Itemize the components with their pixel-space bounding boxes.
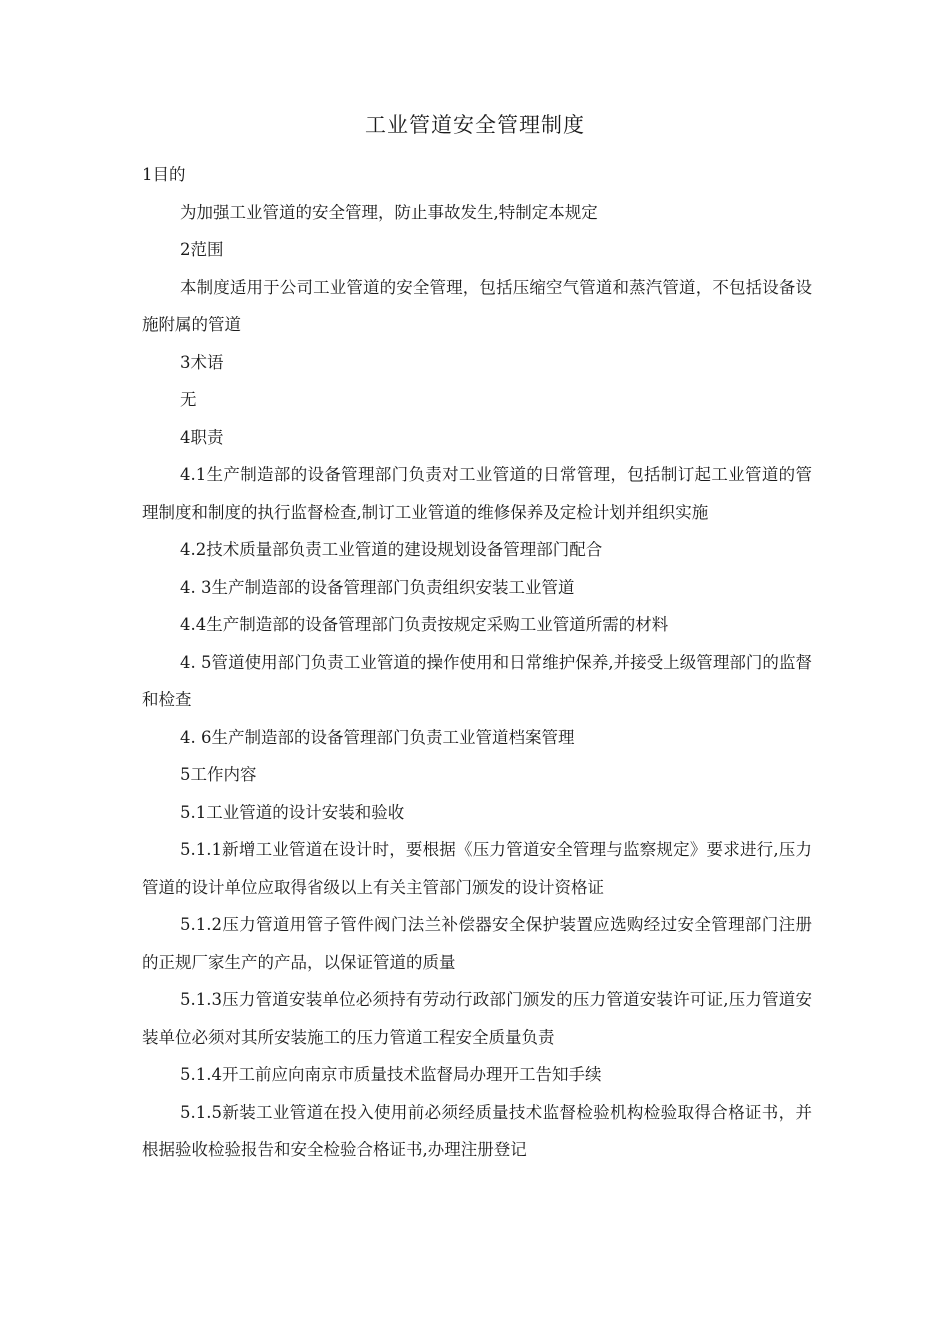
document-title: 工业管道安全管理制度 xyxy=(365,113,585,137)
paragraph-duty-4-2: 4.2技术质量部负责工业管道的建设规划设备管理部门配合 xyxy=(180,540,603,559)
paragraph-duty-4-6: 4. 6生产制造部的设备管理部门负责工业管道档案管理 xyxy=(180,727,575,747)
paragraph-work-5-1-2: 5.1.2压力管道用管子管件阀门法兰补偿器安全保护装置应选购经过安全管理部门注册的正规厂家生产的产品，以保证管道的质量 xyxy=(142,915,812,972)
paragraph-terms-text: 无 xyxy=(180,390,197,409)
paragraph-work-heading: 5工作内容 xyxy=(180,765,257,784)
paragraph-work-5-1-5: 5.1.5新装工业管道在投入使用前必须经质量技术监督检验机构检验取得合格证书，并根据验收检验报告和安全检验合格证书,办理注册登记 xyxy=(142,1102,812,1159)
paragraph-duty-4-1: 4.1生产制造部的设备管理部门负责对工业管道的日常管理，包括制订起工业管道的管理制度和制度的执行监督检查,制订工业管道的维修保养及定检计划并组织实施 xyxy=(142,465,812,522)
paragraph-duty-4-3: 4. 3生产制造部的设备管理部门负责组织安装工业管道 xyxy=(180,577,575,597)
paragraph-work-5-1: 5.1工业管道的设计安装和验收 xyxy=(180,802,405,822)
paragraph-work-5-1-4: 5.1.4开工前应向南京市质量技术监督局办理开工告知手续 xyxy=(180,1065,602,1084)
paragraph-duty-4-5: 4. 5管道使用部门负责工业管道的操作使用和日常维护保养,并接受上级管理部门的监督和检查 xyxy=(142,652,812,709)
paragraph-purpose-heading: 1目的 xyxy=(142,165,186,184)
paragraph-duty-4-4: 4.4生产制造部的设备管理部门负责按规定采购工业管道所需的材料 xyxy=(180,615,669,634)
paragraph-scope-text: 本制度适用于公司工业管道的安全管理，包括压缩空气管道和蒸汽管道，不包括设备设施附属的管道 xyxy=(142,277,812,334)
document-body xyxy=(142,156,812,1169)
paragraph-work-5-1-1: 5.1.1新增工业管道在设计时，要根据《压力管道安全管理与监察规定》要求进行,压力管道的设计单位应取得省级以上有关主管部门颁发的设计资格证 xyxy=(142,840,812,897)
paragraph-purpose-text: 为加强工业管道的安全管理，防止事故发生,特制定本规定 xyxy=(180,202,598,222)
paragraph-terms-heading: 3术语 xyxy=(180,352,224,372)
paragraph-work-5-1-3: 5.1.3压力管道安装单位必须持有劳动行政部门颁发的压力管道安装许可证,压力管道安装单位必须对其所安装施工的压力管道工程安全质量负责 xyxy=(142,990,812,1047)
paragraph-scope-heading: 2范围 xyxy=(180,240,224,259)
paragraph-duties-heading: 4职责 xyxy=(180,427,224,447)
